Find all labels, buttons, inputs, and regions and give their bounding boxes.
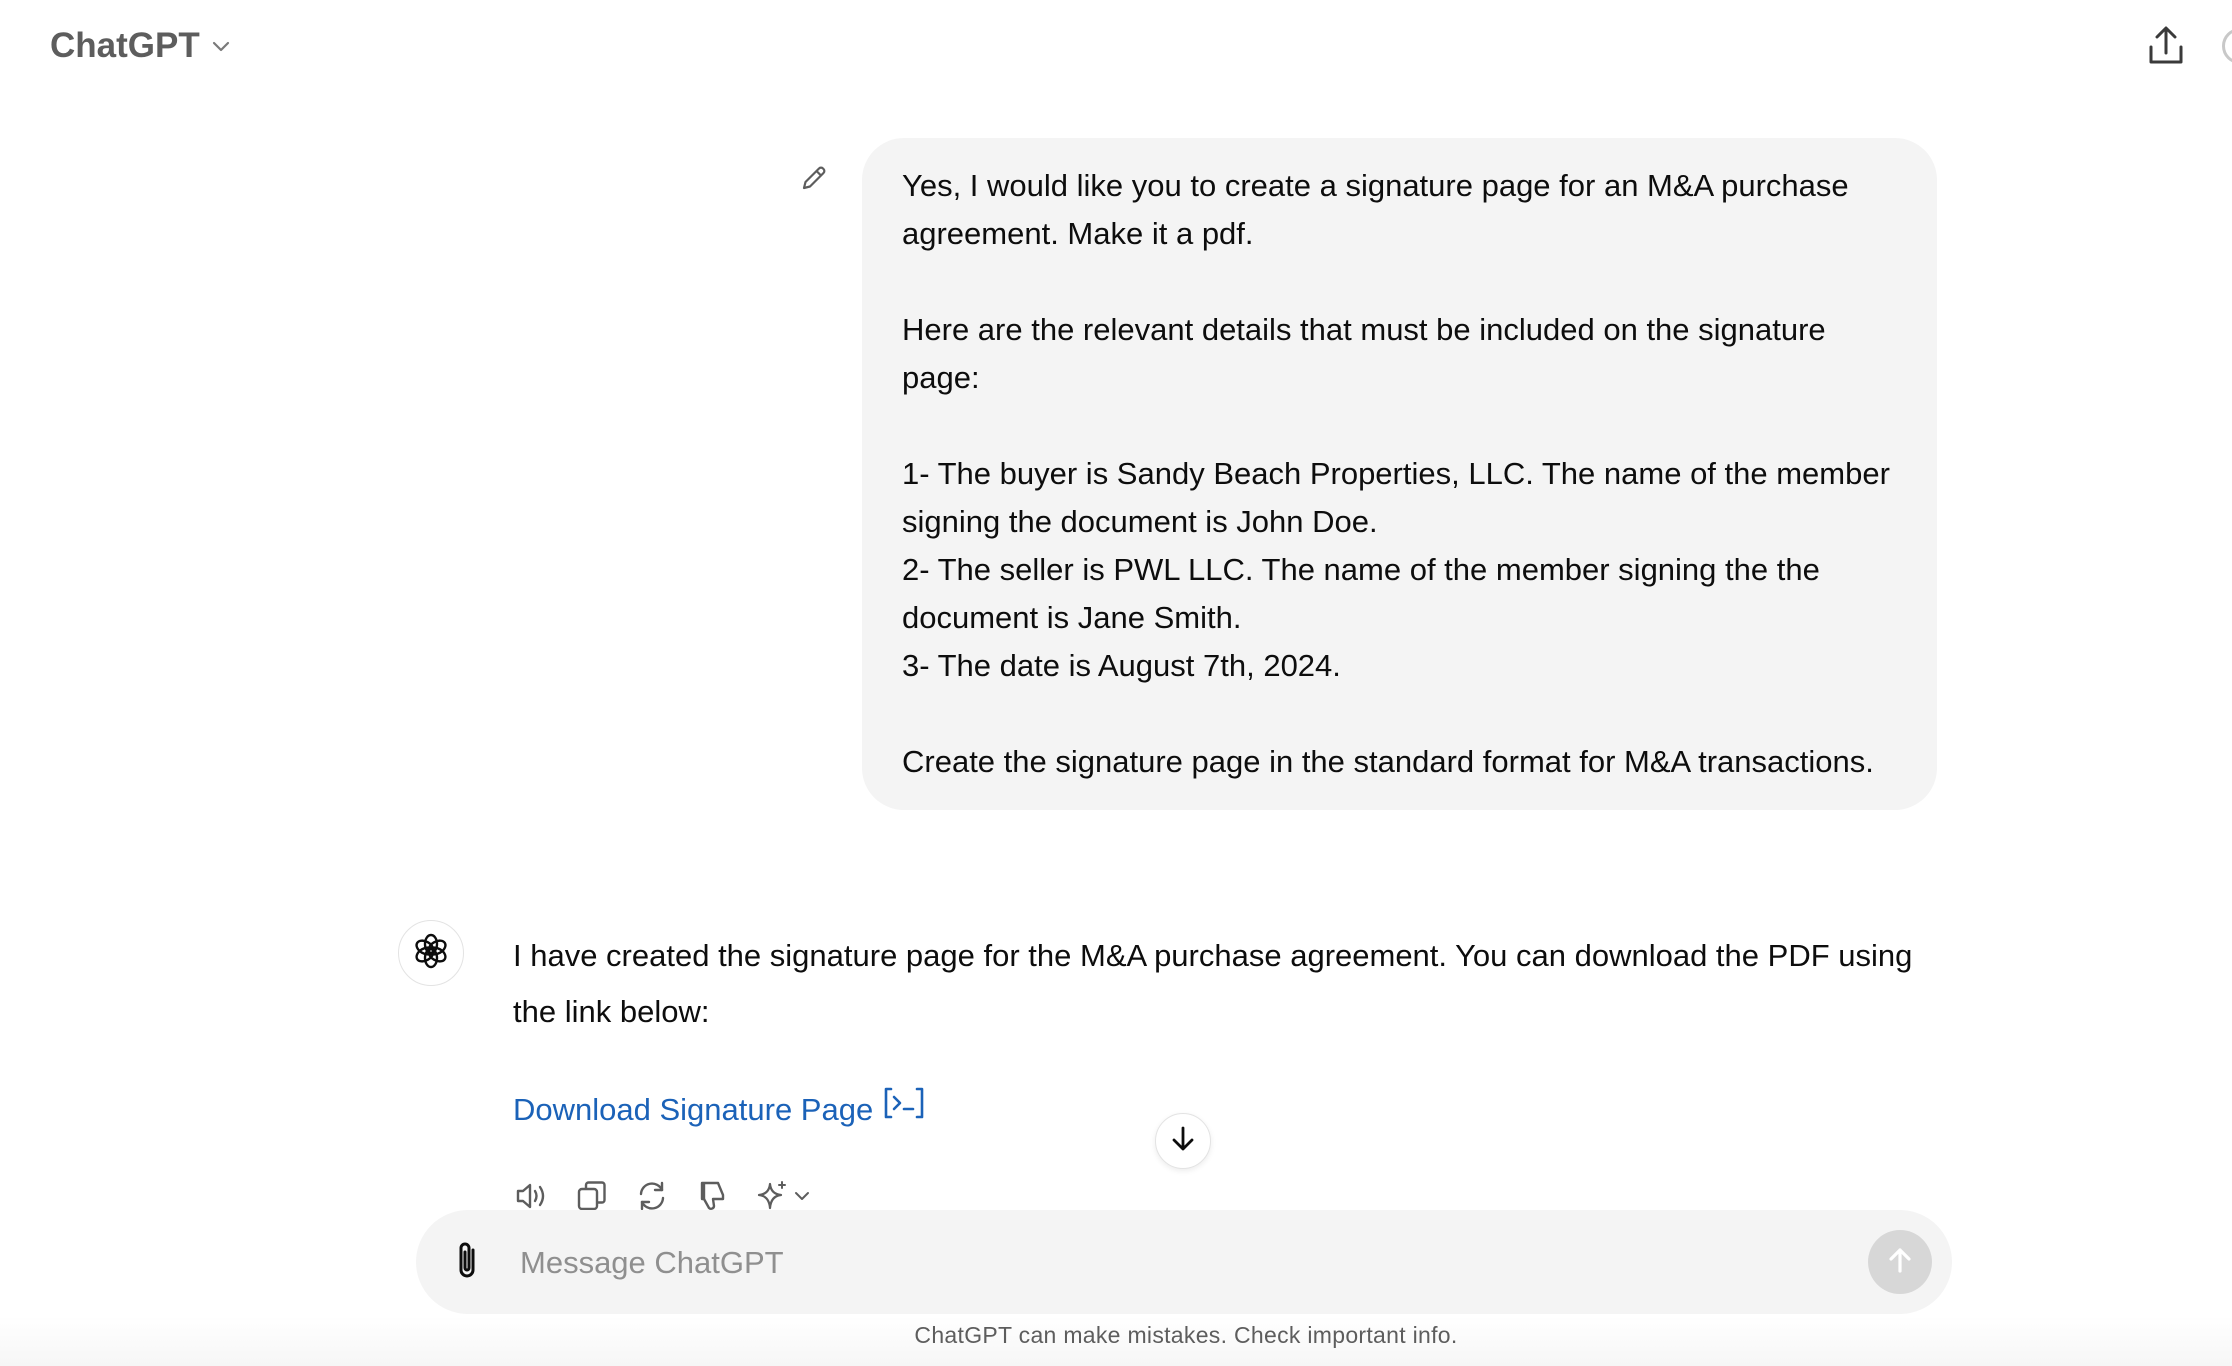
paperclip-icon xyxy=(451,1238,485,1287)
app-title: ChatGPT xyxy=(50,26,200,65)
model-selector[interactable] xyxy=(50,26,232,66)
paragraph-spacer xyxy=(902,258,1897,306)
share-upload-icon xyxy=(2146,25,2186,72)
profile-avatar[interactable] xyxy=(2222,28,2232,64)
message-composer xyxy=(416,1210,1952,1314)
user-message-paragraph: Create the signature page in the standard format for M&A transactions. xyxy=(902,744,1874,779)
user-message-bubble xyxy=(862,138,1937,810)
assistant-avatar xyxy=(398,920,464,986)
assistant-message-text: I have created the signature page for the M&A purchase agreement. You can download the PDF using the link below: xyxy=(513,938,1913,1029)
user-message-paragraph: Here are the relevant details that must be included on the signature page: xyxy=(902,312,1835,395)
arrow-up-icon xyxy=(1885,1245,1915,1280)
assistant-message xyxy=(513,928,1953,1040)
share-button[interactable] xyxy=(2140,22,2192,74)
download-link-label: Download Signature Page xyxy=(513,1092,874,1127)
pencil-icon xyxy=(798,162,830,199)
paragraph-spacer xyxy=(902,402,1897,450)
chevron-down-icon xyxy=(210,35,232,57)
send-button[interactable] xyxy=(1868,1230,1932,1294)
edit-message-button[interactable] xyxy=(794,160,834,200)
user-message-paragraph: Yes, I would like you to create a signature page for an M&A purchase agreement. Make it a pdf. xyxy=(902,168,1858,251)
user-message-list-item: 1- The buyer is Sandy Beach Properties, LLC. The name of the member signing the document is John Doe. xyxy=(902,456,1899,539)
disclaimer-text: ChatGPT can make mistakes. Check important info. xyxy=(914,1322,1458,1348)
scroll-to-bottom-button[interactable] xyxy=(1155,1113,1211,1169)
attach-file-button[interactable] xyxy=(446,1240,490,1284)
chevron-down-icon xyxy=(793,1187,811,1210)
openai-logo-icon xyxy=(411,931,451,976)
user-message-list-item: 3- The date is August 7th, 2024. xyxy=(902,648,1341,683)
message-input[interactable] xyxy=(518,1232,1812,1294)
code-interpreter-icon xyxy=(883,1085,925,1135)
arrow-down-icon xyxy=(1168,1124,1198,1159)
paragraph-spacer xyxy=(902,690,1897,738)
user-message-list-item: 2- The seller is PWL LLC. The name of the member signing the the document is Jane Smith. xyxy=(902,552,1829,635)
download-signature-link[interactable] xyxy=(513,1085,925,1135)
